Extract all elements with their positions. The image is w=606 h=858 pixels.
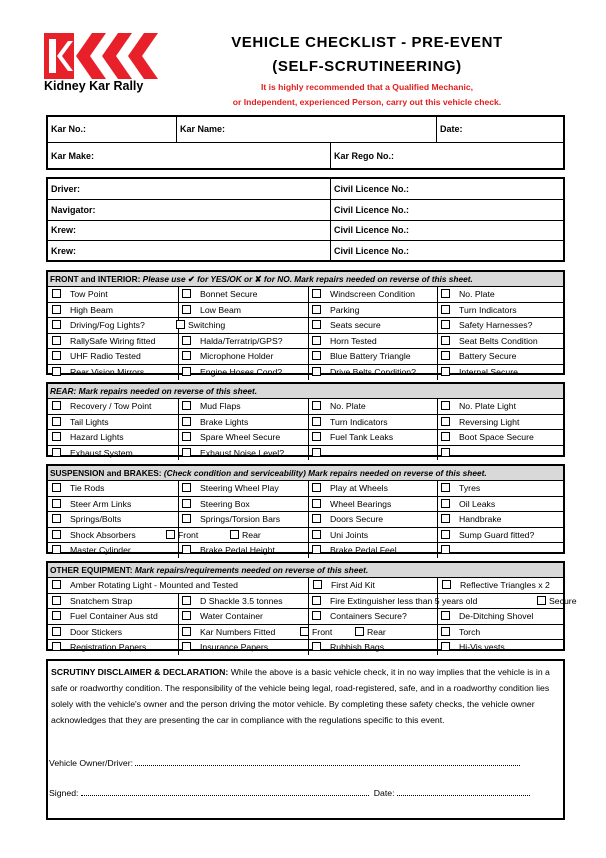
- checkbox-rear-0-0[interactable]: [52, 401, 61, 410]
- checkbox-shock-front[interactable]: [166, 530, 175, 539]
- owner-line: Vehicle Owner/Driver:: [49, 757, 520, 768]
- other-equipment-header: OTHER EQUIPMENT: Mark repairs/requirements needed on reverse of this sheet.: [48, 563, 563, 578]
- table-row: [48, 446, 563, 461]
- label-susp-4-2: Brake Pedal Feel: [330, 545, 397, 556]
- label-front-4-0: UHF Radio Tested: [70, 351, 141, 362]
- label-extinguisher-secure: Secure: [549, 595, 577, 606]
- label-front-5-0: Rear Vision Mirrors: [70, 366, 145, 377]
- suspension-brakes-section: [46, 464, 565, 554]
- label-front-0-3: No. Plate: [459, 289, 495, 299]
- label-front-2-3: Safety Harnesses?: [459, 320, 533, 331]
- krew-1-field[interactable]: Krew:: [51, 225, 77, 235]
- label-susp-3-0: Shock Absorbers: [70, 529, 136, 540]
- checkbox-other-2-0[interactable]: [52, 627, 61, 636]
- checkbox-other-3-0[interactable]: [52, 642, 61, 651]
- label-rear-1-3: Reversing Light: [459, 416, 520, 427]
- checkbox-susp-2-3[interactable]: [441, 514, 450, 523]
- label-rear-0-1: Mud Flaps: [200, 401, 241, 411]
- checkbox-front-0-1[interactable]: [182, 289, 191, 298]
- kidney-kar-rally-logo: [44, 33, 159, 79]
- page-subtitle: (SELF-SCRUTINEERING): [272, 58, 462, 75]
- label-susp-3-2: Uni Joints: [330, 529, 369, 540]
- table-row: [48, 399, 563, 415]
- label-front-0-2: Windscreen Condition: [330, 289, 415, 299]
- checkbox-susp-0-0[interactable]: [52, 483, 61, 492]
- table-row: [48, 287, 563, 303]
- label-other-0-1: D Shackle 3.5 tonnes: [200, 595, 283, 606]
- checkbox-front-2-2[interactable]: [312, 320, 321, 329]
- label-first-aid: First Aid Kit: [331, 580, 375, 590]
- checkbox-amber-light[interactable]: [52, 580, 61, 589]
- checkbox-front-0-3[interactable]: [441, 289, 450, 298]
- checkbox-other-2-3[interactable]: [441, 627, 450, 636]
- checkbox-reflective[interactable]: [442, 580, 451, 589]
- label-reflective: Reflective Triangles x 2: [460, 580, 550, 590]
- label-rear-0-0: Recovery / Tow Point: [70, 401, 152, 411]
- label-numbers-rear: Rear: [367, 626, 386, 637]
- disclaimer-text: SCRUTINY DISCLAIMER & DECLARATION: While the above is a basic vehicle check, it in no way implies that the vehicle is in a safe or roadworthy condition. The responsibility of the vehicle being legal, road-registered, safe, and in a roadworthy condition lies solely with the vehicle's owner and the person driving the motor vehicle. By completing these safety checks, the vehicle owner acknowledges that they are presenting the car in compliance with the regulations specific to this event.: [51, 667, 550, 725]
- label-front-1-1: Low Beam: [200, 304, 242, 315]
- suspension-brakes-header: SUSPENSION and BRAKES: (Check condition and serviceability) Mark repairs needed on reverse of this sheet.: [48, 466, 563, 481]
- date-field[interactable]: Date:: [440, 124, 463, 134]
- label-other-0-2: Fire Extinguisher less than 5 years old: [330, 595, 478, 606]
- table-row: [48, 497, 563, 513]
- checkbox-front-3-3[interactable]: [441, 336, 450, 345]
- krew-2-licence-field[interactable]: Civil Licence No.:: [334, 246, 410, 256]
- label-susp-0-2: Play at Wheels: [330, 483, 388, 493]
- label-rear-3-0: Exhaust System: [70, 447, 133, 458]
- label-switching: Switching: [188, 320, 226, 331]
- kar-details-box: [46, 115, 565, 170]
- checkbox-susp-4-3[interactable]: [441, 545, 450, 554]
- label-other-2-3: Torch: [459, 626, 481, 637]
- checkbox-rear-2-2[interactable]: [312, 432, 321, 441]
- driver-licence-field[interactable]: Civil Licence No.:: [334, 184, 410, 194]
- table-row: [48, 365, 563, 380]
- label-front-5-3: Internal Secure: [459, 366, 518, 377]
- rear-section: [46, 382, 565, 457]
- checkbox-front-4-0[interactable]: [52, 351, 61, 360]
- checkbox-rear-0-3[interactable]: [441, 401, 450, 410]
- label-shock-rear: Rear: [242, 529, 261, 540]
- front-interior-header: FRONT and INTERIOR: Please use ✔ for YES/OK or ✘ for NO. Mark repairs needed on reverse of this sheet.: [48, 272, 563, 287]
- label-front-3-1: Halda/Terratrip/GPS?: [200, 335, 283, 346]
- label-other-1-2: Containers Secure?: [330, 611, 407, 622]
- label-front-0-1: Bonnet Secure: [200, 289, 258, 299]
- checkbox-rear-0-2[interactable]: [312, 401, 321, 410]
- checkbox-front-5-0[interactable]: [52, 367, 61, 376]
- recommendation-line-2: or Independent, experienced Person, carry out this vehicle check.: [232, 97, 502, 107]
- signature-date-line[interactable]: [397, 787, 530, 796]
- checkbox-rear-2-1[interactable]: [182, 432, 191, 441]
- label-other-3-1: Insurance Papers: [200, 642, 269, 653]
- checkbox-front-5-3[interactable]: [441, 367, 450, 376]
- label-susp-0-0: Tie Rods: [70, 483, 105, 493]
- label-rear-0-3: No. Plate Light: [459, 401, 516, 411]
- label-front-2-2: Seats secure: [330, 320, 381, 331]
- label-susp-4-1: Brake Pedal Height: [200, 545, 275, 556]
- label-front-4-2: Blue Battery Triangle: [330, 351, 411, 362]
- table-row: [48, 349, 563, 365]
- owner-signature-line[interactable]: [135, 757, 520, 766]
- checkbox-susp-1-3[interactable]: [441, 499, 450, 508]
- checkbox-front-5-1[interactable]: [182, 367, 191, 376]
- label-other-1-1: Water Container: [200, 611, 263, 622]
- label-susp-1-2: Wheel Bearings: [330, 498, 392, 509]
- table-row: [48, 334, 563, 350]
- krew-1-licence-field[interactable]: Civil Licence No.:: [334, 225, 410, 235]
- label-front-5-2: Drive Belts Condition?: [330, 366, 416, 377]
- checkbox-extinguisher-secure[interactable]: [537, 596, 546, 605]
- label-other-0-0: Snatchem Strap: [70, 595, 133, 606]
- checkbox-front-1-2[interactable]: [312, 305, 321, 314]
- label-susp-1-3: Oil Leaks: [459, 498, 496, 509]
- label-front-4-3: Battery Secure: [459, 351, 517, 362]
- label-other-2-0: Door Stickers: [70, 626, 123, 637]
- table-row: [48, 528, 563, 544]
- checkbox-susp-0-1[interactable]: [182, 483, 191, 492]
- label-front-2-0: Driving/Fog Lights?: [70, 320, 145, 331]
- checkbox-rear-3-2[interactable]: [312, 448, 321, 457]
- checkbox-front-2-0[interactable]: [52, 320, 61, 329]
- table-row: [48, 609, 563, 625]
- label-susp-2-0: Springs/Bolts: [70, 514, 122, 525]
- label-rear-1-2: Turn Indicators: [330, 416, 388, 427]
- label-other-3-2: Rubbish Bags: [330, 642, 385, 653]
- checkbox-front-1-1[interactable]: [182, 305, 191, 314]
- signed-line: Signed: Date:: [49, 787, 530, 798]
- checkbox-susp-0-2[interactable]: [312, 483, 321, 492]
- checkbox-other-0-1[interactable]: [182, 596, 191, 605]
- kar-rego-field[interactable]: Kar Rego No.:: [334, 151, 395, 161]
- checkbox-front-0-2[interactable]: [312, 289, 321, 298]
- navigator-licence-field[interactable]: Civil Licence No.:: [334, 205, 410, 215]
- checkbox-other-1-1[interactable]: [182, 611, 191, 620]
- label-rear-0-2: No. Plate: [330, 401, 366, 411]
- table-row: [48, 543, 563, 558]
- brand-name: Kidney Kar Rally: [44, 79, 144, 93]
- label-front-1-0: High Beam: [70, 304, 113, 315]
- label-susp-2-2: Doors Secure: [330, 514, 384, 525]
- checkbox-susp-1-2[interactable]: [312, 499, 321, 508]
- checkbox-front-2-3[interactable]: [441, 320, 450, 329]
- label-susp-2-1: Springs/Torsion Bars: [200, 514, 281, 525]
- checkbox-other-0-0[interactable]: [52, 596, 61, 605]
- table-row: [48, 303, 563, 319]
- label-front-1-2: Parking: [330, 304, 360, 315]
- label-rear-2-1: Spare Wheel Secure: [200, 432, 281, 443]
- checkbox-rear-1-1[interactable]: [182, 417, 191, 426]
- checkbox-other-2-1[interactable]: [182, 627, 191, 636]
- label-amber-light: Amber Rotating Light - Mounted and Tested: [70, 580, 238, 590]
- recommendation-line-1: It is highly recommended that a Qualified Mechanic,: [260, 82, 474, 92]
- checkbox-other-1-2[interactable]: [312, 611, 321, 620]
- checkbox-rear-1-0[interactable]: [52, 417, 61, 426]
- label-susp-3-3: Sump Guard fitted?: [459, 529, 535, 540]
- checkbox-shock-rear[interactable]: [230, 530, 239, 539]
- cross-symbol: ✘: [254, 274, 262, 284]
- checkbox-other-0-2[interactable]: [312, 596, 321, 605]
- checkbox-front-1-0[interactable]: [52, 305, 61, 314]
- checkbox-susp-2-1[interactable]: [182, 514, 191, 523]
- checkbox-front-0-0[interactable]: [52, 289, 61, 298]
- checkbox-susp-2-0[interactable]: [52, 514, 61, 523]
- label-other-1-3: De-Ditching Shovel: [459, 611, 534, 622]
- checkbox-other-1-3[interactable]: [441, 611, 450, 620]
- label-front-3-3: Seat Belts Condition: [459, 335, 538, 346]
- rear-header: REAR: Mark repairs needed on reverse of this sheet.: [48, 384, 563, 399]
- label-susp-0-1: Steering Wheel Play: [200, 483, 279, 493]
- label-rear-1-1: Brake Lights: [200, 416, 249, 427]
- checkbox-switching[interactable]: [176, 320, 185, 329]
- label-rear-1-0: Tail Lights: [70, 416, 109, 427]
- checkbox-susp-4-0[interactable]: [52, 545, 61, 554]
- checkbox-rear-2-3[interactable]: [441, 432, 450, 441]
- label-front-5-1: Engine Hoses Cond?: [200, 366, 283, 377]
- label-front-3-0: RallySafe Wiring fitted: [70, 335, 156, 346]
- checkbox-rear-0-1[interactable]: [182, 401, 191, 410]
- label-front-0-0: Tow Point: [70, 289, 108, 299]
- table-row: [48, 594, 577, 610]
- label-susp-2-3: Handbrake: [459, 514, 502, 525]
- checkbox-rear-3-3[interactable]: [441, 448, 450, 457]
- label-susp-4-0: Master Cylinder: [70, 545, 131, 556]
- crew-details-box: [46, 177, 565, 262]
- checkbox-front-4-2[interactable]: [312, 351, 321, 360]
- checkbox-susp-3-2[interactable]: [312, 530, 321, 539]
- label-other-1-0: Fuel Container Aus std: [70, 611, 158, 622]
- checkbox-front-1-3[interactable]: [441, 305, 450, 314]
- label-front-1-3: Turn Indicators: [459, 304, 517, 315]
- label-susp-1-0: Steer Arm Links: [70, 498, 132, 509]
- signature-line[interactable]: [81, 787, 369, 796]
- label-other-3-0: Registration Papers: [70, 642, 147, 653]
- checkbox-susp-1-0[interactable]: [52, 499, 61, 508]
- other-equipment-section: [46, 561, 577, 653]
- checkbox-susp-3-0[interactable]: [52, 530, 61, 539]
- table-row: [48, 318, 563, 334]
- checkbox-front-4-1[interactable]: [182, 351, 191, 360]
- checkbox-other-3-3[interactable]: [441, 642, 450, 651]
- table-row: [48, 430, 563, 446]
- table-row: [48, 415, 563, 431]
- checkbox-numbers-rear[interactable]: [355, 627, 364, 636]
- checkbox-rear-3-1[interactable]: [182, 448, 191, 457]
- checkbox-numbers-front[interactable]: [300, 627, 309, 636]
- label-rear-3-1: Exhaust Noise Level?: [200, 447, 285, 458]
- checkbox-front-5-2[interactable]: [312, 367, 321, 376]
- page-title: VEHICLE CHECKLIST - PRE-EVENT: [231, 34, 503, 51]
- table-row: [48, 512, 563, 528]
- label-rear-2-0: Hazard Lights: [70, 432, 124, 443]
- front-interior-section: [46, 270, 565, 375]
- kar-no-field[interactable]: Kar No.:: [51, 124, 87, 134]
- checkbox-susp-4-2[interactable]: [312, 545, 321, 554]
- checkbox-front-3-2[interactable]: [312, 336, 321, 345]
- driver-field[interactable]: Driver:: [51, 184, 81, 194]
- label-numbers-front: Front: [312, 626, 333, 637]
- checkbox-rear-3-0[interactable]: [52, 448, 61, 457]
- label-shock-front: Front: [178, 529, 199, 540]
- kar-name-field[interactable]: Kar Name:: [180, 124, 226, 134]
- navigator-field[interactable]: Navigator:: [51, 205, 96, 215]
- label-rear-2-2: Fuel Tank Leaks: [330, 432, 394, 443]
- label-susp-1-1: Steering Box: [200, 498, 250, 509]
- label-other-2-1: Kar Numbers Fitted: [200, 626, 276, 637]
- checkbox-other-3-2[interactable]: [312, 642, 321, 651]
- checkbox-front-4-3[interactable]: [441, 351, 450, 360]
- checkbox-susp-2-2[interactable]: [312, 514, 321, 523]
- checkbox-susp-0-3[interactable]: [441, 483, 450, 492]
- checkbox-other-3-1[interactable]: [182, 642, 191, 651]
- table-row: [48, 578, 563, 594]
- checkbox-rear-1-3[interactable]: [441, 417, 450, 426]
- checkbox-rear-1-2[interactable]: [312, 417, 321, 426]
- table-row: [48, 625, 563, 641]
- checkbox-front-3-1[interactable]: [182, 336, 191, 345]
- kar-make-field[interactable]: Kar Make:: [51, 151, 95, 161]
- checkbox-rear-2-0[interactable]: [52, 432, 61, 441]
- checkbox-susp-3-3[interactable]: [441, 530, 450, 539]
- label-front-3-2: Horn Tested: [330, 335, 377, 346]
- label-rear-2-3: Boot Space Secure: [459, 432, 534, 443]
- checkbox-susp-4-1[interactable]: [182, 545, 191, 554]
- checkbox-front-3-0[interactable]: [52, 336, 61, 345]
- krew-2-field[interactable]: Krew:: [51, 246, 77, 256]
- checkbox-other-1-0[interactable]: [52, 611, 61, 620]
- label-susp-0-3: Tyres: [459, 483, 481, 493]
- tick-symbol: ✔: [187, 274, 195, 284]
- checkbox-susp-1-1[interactable]: [182, 499, 191, 508]
- table-row: [48, 481, 563, 497]
- label-front-4-1: Microphone Holder: [200, 351, 274, 362]
- checkbox-first-aid[interactable]: [313, 580, 322, 589]
- label-other-3-3: Hi-Vis vests: [459, 642, 505, 653]
- table-row: [48, 640, 563, 655]
